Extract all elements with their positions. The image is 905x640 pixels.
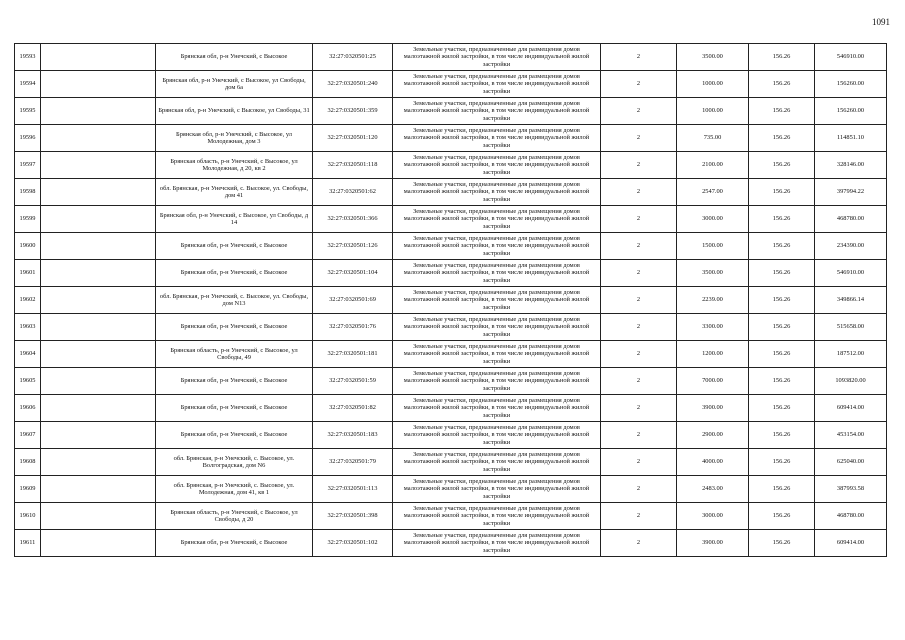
cadastral-number-cell: 32:27:0320501:62 (313, 179, 393, 206)
cadastral-value-cell: 397994.22 (815, 179, 887, 206)
row-number-cell: 19606 (15, 395, 41, 422)
area-cell: 3300.00 (677, 314, 749, 341)
area-cell: 2100.00 (677, 152, 749, 179)
land-use-cell: Земельные участки, предназначенные для размещения домов малоэтажной жилой застройки, в том числе индивидуальной жилой застройки (393, 422, 601, 449)
table-row (15, 368, 887, 395)
address-cell: Брянская область, р-н Унечский, с Высокое, ул Молодежная, д 20, кв 2 (156, 152, 313, 179)
cadastral-number-cell: 32:27:0320501:69 (313, 287, 393, 314)
row-number-cell: 19601 (15, 260, 41, 287)
table-row (15, 152, 887, 179)
cadastral-value-cell: 609414.00 (815, 395, 887, 422)
land-use-cell: Земельные участки, предназначенные для размещения домов малоэтажной жилой застройки, в том числе индивидуальной жилой застройки (393, 98, 601, 125)
group-number-cell: 2 (601, 71, 677, 98)
land-use-cell: Земельные участки, предназначенные для размещения домов малоэтажной жилой застройки, в том числе индивидуальной жилой застройки (393, 287, 601, 314)
specific-value-cell: 156.26 (749, 152, 815, 179)
spacer-cell (41, 98, 156, 125)
specific-value-cell: 156.26 (749, 422, 815, 449)
area-cell: 1500.00 (677, 233, 749, 260)
address-cell: Брянская обл, р-н Унечский, с Высокое, ул Свободы, дом 6а (156, 71, 313, 98)
row-number-cell: 19593 (15, 44, 41, 71)
specific-value-cell: 156.26 (749, 71, 815, 98)
table-row (15, 233, 887, 260)
address-cell: Брянская обл, р-н Унечский, с Высокое (156, 233, 313, 260)
spacer-cell (41, 287, 156, 314)
row-number-cell: 19595 (15, 98, 41, 125)
row-number-cell: 19610 (15, 503, 41, 530)
group-number-cell: 2 (601, 233, 677, 260)
table-row (15, 422, 887, 449)
area-cell: 3000.00 (677, 503, 749, 530)
group-number-cell: 2 (601, 260, 677, 287)
land-use-cell: Земельные участки, предназначенные для размещения домов малоэтажной жилой застройки, в том числе индивидуальной жилой застройки (393, 233, 601, 260)
area-cell: 3900.00 (677, 395, 749, 422)
cadastral-number-cell: 32:27:0320501:181 (313, 341, 393, 368)
group-number-cell: 2 (601, 287, 677, 314)
address-cell: Брянская обл, р-н Унечский, с Высокое (156, 395, 313, 422)
table-row (15, 530, 887, 557)
address-cell: Брянская обл, р-н Унечский, с Высокое (156, 314, 313, 341)
specific-value-cell: 156.26 (749, 179, 815, 206)
cadastral-number-cell: 32:27:0320501:79 (313, 449, 393, 476)
group-number-cell: 2 (601, 422, 677, 449)
land-use-cell: Земельные участки, предназначенные для размещения домов малоэтажной жилой застройки, в том числе индивидуальной жилой застройки (393, 368, 601, 395)
group-number-cell: 2 (601, 44, 677, 71)
specific-value-cell: 156.26 (749, 206, 815, 233)
spacer-cell (41, 368, 156, 395)
spacer-cell (41, 530, 156, 557)
cadastral-value-cell: 546910.00 (815, 260, 887, 287)
table-row (15, 260, 887, 287)
spacer-cell (41, 44, 156, 71)
cadastral-value-cell: 234390.00 (815, 233, 887, 260)
table-row (15, 44, 887, 71)
address-cell: Брянская обл, р-н Унечский, с Высокое (156, 422, 313, 449)
cadastral-value-cell: 156260.00 (815, 98, 887, 125)
group-number-cell: 2 (601, 125, 677, 152)
table-row (15, 98, 887, 125)
table-row (15, 395, 887, 422)
group-number-cell: 2 (601, 206, 677, 233)
address-cell: Брянская область, р-н Унечский, с Высокое, ул Свободы, д 20 (156, 503, 313, 530)
land-use-cell: Земельные участки, предназначенные для размещения домов малоэтажной жилой застройки, в том числе индивидуальной жилой застройки (393, 503, 601, 530)
group-number-cell: 2 (601, 476, 677, 503)
specific-value-cell: 156.26 (749, 287, 815, 314)
row-number-cell: 19598 (15, 179, 41, 206)
table-body (15, 44, 887, 557)
table-row (15, 476, 887, 503)
cadastral-number-cell: 32:27:0320501:113 (313, 476, 393, 503)
cadastral-value-cell: 1093820.00 (815, 368, 887, 395)
area-cell: 1000.00 (677, 98, 749, 125)
area-cell: 2483.00 (677, 476, 749, 503)
cadastral-number-cell: 32:27:0320501:104 (313, 260, 393, 287)
land-use-cell: Земельные участки, предназначенные для размещения домов малоэтажной жилой застройки, в том числе индивидуальной жилой застройки (393, 314, 601, 341)
row-number-cell: 19609 (15, 476, 41, 503)
specific-value-cell: 156.26 (749, 368, 815, 395)
table-row (15, 314, 887, 341)
land-use-cell: Земельные участки, предназначенные для размещения домов малоэтажной жилой застройки, в том числе индивидуальной жилой застройки (393, 152, 601, 179)
cadastral-number-cell: 32:27:0320501:59 (313, 368, 393, 395)
address-cell: обл. Брянская, р-н Унечский, с. Высокое, ул. Свободы, дом 41 (156, 179, 313, 206)
table-row (15, 503, 887, 530)
cadastral-value-cell: 546910.00 (815, 44, 887, 71)
group-number-cell: 2 (601, 503, 677, 530)
row-number-cell: 19599 (15, 206, 41, 233)
cadastral-number-cell: 32:27:0320501:76 (313, 314, 393, 341)
spacer-cell (41, 71, 156, 98)
cadastral-value-cell: 114851.10 (815, 125, 887, 152)
address-cell: Брянская обл, р-н Унечский, с Высокое, ул Свободы, д 14 (156, 206, 313, 233)
table-row (15, 287, 887, 314)
cadastral-value-cell: 468780.00 (815, 206, 887, 233)
group-number-cell: 2 (601, 395, 677, 422)
area-cell: 3000.00 (677, 206, 749, 233)
cadastral-value-cell: 387993.58 (815, 476, 887, 503)
table-row (15, 71, 887, 98)
cadastral-number-cell: 32:27:0320501:126 (313, 233, 393, 260)
cadastral-value-cell: 625040.00 (815, 449, 887, 476)
spacer-cell (41, 314, 156, 341)
address-cell: Брянская обл, р-н Унечский, с Высокое, ул Молодежная, дом 3 (156, 125, 313, 152)
area-cell: 3500.00 (677, 260, 749, 287)
land-use-cell: Земельные участки, предназначенные для размещения домов малоэтажной жилой застройки, в том числе индивидуальной жилой застройки (393, 530, 601, 557)
specific-value-cell: 156.26 (749, 503, 815, 530)
row-number-cell: 19607 (15, 422, 41, 449)
specific-value-cell: 156.26 (749, 233, 815, 260)
group-number-cell: 2 (601, 368, 677, 395)
specific-value-cell: 156.26 (749, 341, 815, 368)
address-cell: обл. Брянская, р-н Унечский, с. Высокое, ул. Молодежная, дом 41, кв 1 (156, 476, 313, 503)
cadastral-value-cell: 515658.00 (815, 314, 887, 341)
area-cell: 735.00 (677, 125, 749, 152)
cadastral-number-cell: 32:27:0320501:120 (313, 125, 393, 152)
land-use-cell: Земельные участки, предназначенные для размещения домов малоэтажной жилой застройки, в том числе индивидуальной жилой застройки (393, 179, 601, 206)
cadastral-number-cell: 32:27:0320501:25 (313, 44, 393, 71)
land-use-cell: Земельные участки, предназначенные для размещения домов малоэтажной жилой застройки, в том числе индивидуальной жилой застройки (393, 206, 601, 233)
area-cell: 1000.00 (677, 71, 749, 98)
area-cell: 2239.00 (677, 287, 749, 314)
area-cell: 7000.00 (677, 368, 749, 395)
group-number-cell: 2 (601, 98, 677, 125)
spacer-cell (41, 476, 156, 503)
cadastral-value-cell: 156260.00 (815, 71, 887, 98)
cadastral-value-cell: 328146.00 (815, 152, 887, 179)
specific-value-cell: 156.26 (749, 98, 815, 125)
table-row (15, 341, 887, 368)
area-cell: 2547.00 (677, 179, 749, 206)
spacer-cell (41, 449, 156, 476)
cadastral-value-cell: 349866.14 (815, 287, 887, 314)
address-cell: Брянская обл, р-н Унечский, с Высокое, ул Свободы, 31 (156, 98, 313, 125)
area-cell: 3500.00 (677, 44, 749, 71)
land-use-cell: Земельные участки, предназначенные для размещения домов малоэтажной жилой застройки, в том числе индивидуальной жилой застройки (393, 341, 601, 368)
address-cell: обл. Брянская, р-н Унечский, с. Высокое, ул. Волгоградская, дом N6 (156, 449, 313, 476)
specific-value-cell: 156.26 (749, 125, 815, 152)
address-cell: Брянская обл, р-н Унечский, с Высокое (156, 530, 313, 557)
area-cell: 4000.00 (677, 449, 749, 476)
specific-value-cell: 156.26 (749, 449, 815, 476)
group-number-cell: 2 (601, 341, 677, 368)
row-number-cell: 19602 (15, 287, 41, 314)
address-cell: Брянская обл, р-н Унечский, с Высокое (156, 44, 313, 71)
cadastral-number-cell: 32:27:0320501:240 (313, 71, 393, 98)
specific-value-cell: 156.26 (749, 395, 815, 422)
specific-value-cell: 156.26 (749, 44, 815, 71)
cadastral-number-cell: 32:27:0320501:359 (313, 98, 393, 125)
row-number-cell: 19605 (15, 368, 41, 395)
table-row (15, 449, 887, 476)
row-number-cell: 19600 (15, 233, 41, 260)
group-number-cell: 2 (601, 179, 677, 206)
address-cell: Брянская обл, р-н Унечский, с Высокое (156, 260, 313, 287)
specific-value-cell: 156.26 (749, 530, 815, 557)
spacer-cell (41, 503, 156, 530)
spacer-cell (41, 395, 156, 422)
group-number-cell: 2 (601, 314, 677, 341)
address-cell: обл. Брянская, р-н Унечский, с. Высокое, ул. Свободы, дом N13 (156, 287, 313, 314)
area-cell: 3900.00 (677, 530, 749, 557)
cadastral-number-cell: 32:27:0320501:102 (313, 530, 393, 557)
land-use-cell: Земельные участки, предназначенные для размещения домов малоэтажной жилой застройки, в том числе индивидуальной жилой застройки (393, 476, 601, 503)
table-row (15, 125, 887, 152)
cadastral-number-cell: 32:27:0320501:82 (313, 395, 393, 422)
spacer-cell (41, 206, 156, 233)
row-number-cell: 19596 (15, 125, 41, 152)
cadastral-number-cell: 32:27:0320501:183 (313, 422, 393, 449)
land-use-cell: Земельные участки, предназначенные для размещения домов малоэтажной жилой застройки, в том числе индивидуальной жилой застройки (393, 125, 601, 152)
land-use-cell: Земельные участки, предназначенные для размещения домов малоэтажной жилой застройки, в том числе индивидуальной жилой застройки (393, 395, 601, 422)
row-number-cell: 19594 (15, 71, 41, 98)
address-cell: Брянская обл, р-н Унечский, с Высокое (156, 368, 313, 395)
spacer-cell (41, 179, 156, 206)
row-number-cell: 19603 (15, 314, 41, 341)
spacer-cell (41, 422, 156, 449)
spacer-cell (41, 152, 156, 179)
specific-value-cell: 156.26 (749, 260, 815, 287)
cadastral-value-cell: 187512.00 (815, 341, 887, 368)
spacer-cell (41, 260, 156, 287)
group-number-cell: 2 (601, 449, 677, 476)
cadastral-value-cell: 609414.00 (815, 530, 887, 557)
area-cell: 2900.00 (677, 422, 749, 449)
group-number-cell: 2 (601, 152, 677, 179)
group-number-cell: 2 (601, 530, 677, 557)
cadastral-value-cell: 453154.00 (815, 422, 887, 449)
cadastral-number-cell: 32:27:0320501:118 (313, 152, 393, 179)
land-use-cell: Земельные участки, предназначенные для размещения домов малоэтажной жилой застройки, в том числе индивидуальной жилой застройки (393, 71, 601, 98)
cadastral-value-cell: 468780.00 (815, 503, 887, 530)
land-use-cell: Земельные участки, предназначенные для размещения домов малоэтажной жилой застройки, в том числе индивидуальной жилой застройки (393, 260, 601, 287)
spacer-cell (41, 341, 156, 368)
cadastral-number-cell: 32:27:0320501:398 (313, 503, 393, 530)
page-number: 1091 (872, 17, 890, 27)
table-row (15, 179, 887, 206)
row-number-cell: 19611 (15, 530, 41, 557)
row-number-cell: 19604 (15, 341, 41, 368)
spacer-cell (41, 233, 156, 260)
cadastral-number-cell: 32:27:0320501:366 (313, 206, 393, 233)
row-number-cell: 19597 (15, 152, 41, 179)
spacer-cell (41, 125, 156, 152)
land-use-cell: Земельные участки, предназначенные для размещения домов малоэтажной жилой застройки, в том числе индивидуальной жилой застройки (393, 44, 601, 71)
specific-value-cell: 156.26 (749, 476, 815, 503)
row-number-cell: 19608 (15, 449, 41, 476)
area-cell: 1200.00 (677, 341, 749, 368)
specific-value-cell: 156.26 (749, 314, 815, 341)
cadastral-value-table (14, 43, 887, 557)
table-row (15, 206, 887, 233)
address-cell: Брянская область, р-н Унечский, с Высокое, ул Свободы, 49 (156, 341, 313, 368)
land-use-cell: Земельные участки, предназначенные для размещения домов малоэтажной жилой застройки, в том числе индивидуальной жилой застройки (393, 449, 601, 476)
